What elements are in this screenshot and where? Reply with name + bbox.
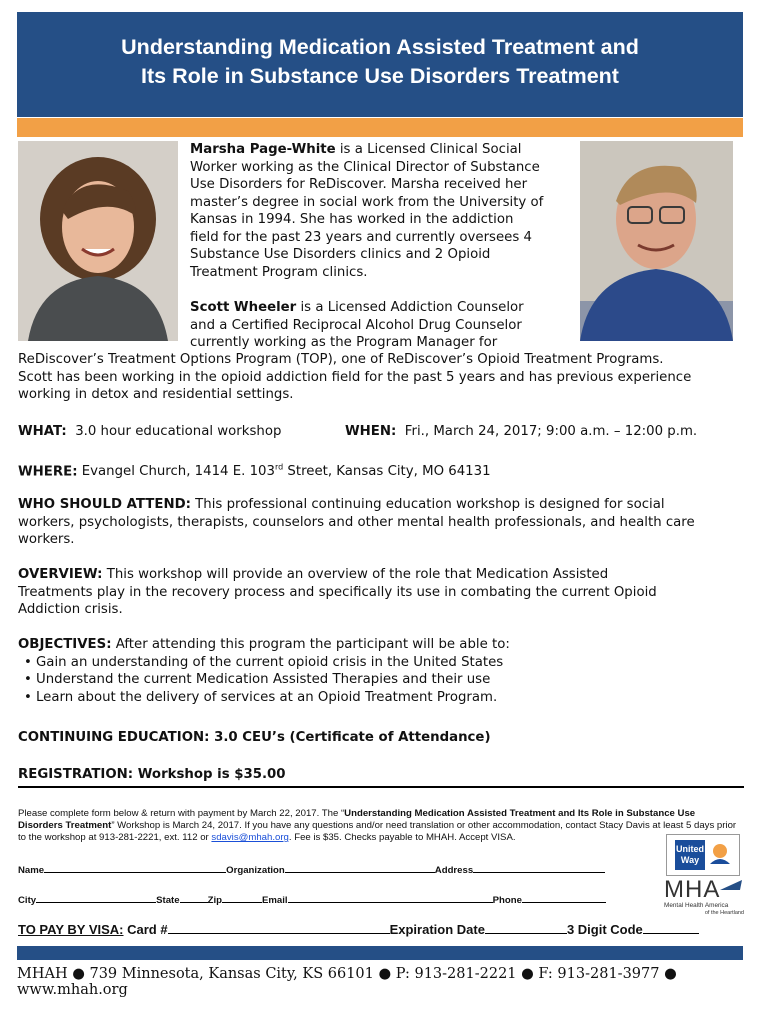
city-label: City bbox=[18, 895, 37, 906]
marsha-photo bbox=[18, 141, 178, 341]
security-code-field[interactable] bbox=[643, 921, 699, 934]
registration-section bbox=[18, 766, 744, 788]
instructions-text: Please complete form below & return with payment by March 22, 2017. The “ bbox=[18, 808, 345, 819]
where-value: Evangel Church, 1414 E. 103rd Street, Kansas City, MO 64131 bbox=[81, 463, 491, 480]
scott-bio-line: working in detox and residential settings. bbox=[18, 387, 294, 402]
organization-field[interactable] bbox=[285, 862, 435, 873]
title-banner bbox=[17, 12, 743, 117]
instructions-workshop-title: Understanding Medication Assisted Treatment and Its Role in Substance Use Disorders Treatment bbox=[18, 808, 696, 831]
ce-section bbox=[18, 729, 491, 747]
orange-divider bbox=[17, 118, 743, 137]
email-field[interactable] bbox=[288, 892, 493, 903]
marsha-bio-line: is a Licensed Clinical Social bbox=[335, 142, 522, 157]
attend-section bbox=[18, 496, 748, 549]
united-way-hand-icon bbox=[708, 842, 732, 868]
visa-row bbox=[18, 921, 699, 937]
overview-label: OVERVIEW: bbox=[18, 567, 103, 582]
overview-text: Addiction crisis. bbox=[18, 602, 123, 617]
name-field[interactable] bbox=[44, 862, 226, 873]
objective-item: • Understand the current Medication Assisted Therapies and their use bbox=[18, 671, 748, 689]
scott-bio-line: ReDiscover’s Treatment Options Program (TOP), one of ReDiscover’s Opioid Treatment Programs. bbox=[18, 352, 664, 367]
instructions-text: . Fee is $35. Checks payable to MHAH. Accept VISA. bbox=[288, 832, 516, 843]
attend-text: This professional continuing education workshop is designed for social bbox=[190, 497, 665, 512]
phone-field[interactable] bbox=[522, 892, 606, 903]
address-label: Address bbox=[434, 865, 474, 876]
united-way-logo bbox=[666, 834, 740, 876]
card-label: Card # bbox=[123, 922, 168, 937]
mha-logo bbox=[664, 878, 746, 920]
attend-text: workers, psychologists, therapists, counselors and other mental health professionals, and health care bbox=[18, 514, 695, 530]
scott-bio-line: is a Licensed Addiction Counselor bbox=[296, 300, 524, 315]
card-number-field[interactable] bbox=[168, 921, 390, 934]
attend-label: WHO SHOULD ATTEND: bbox=[18, 497, 191, 512]
overview-text: Treatments play in the recovery process and specifically its use in combating the current Opioid bbox=[18, 584, 657, 600]
what-value: 3.0 hour educational workshop bbox=[75, 424, 282, 439]
when-value: Fri., March 24, 2017; 9:00 a.m. – 12:00 p.m. bbox=[404, 424, 698, 439]
visa-label: TO PAY BY VISA: bbox=[18, 922, 124, 937]
united-way-text: Way bbox=[680, 855, 700, 865]
marsha-name: Marsha Page-White bbox=[190, 142, 336, 157]
where-label: WHERE: bbox=[18, 464, 78, 480]
organization-label: Organization bbox=[226, 865, 285, 876]
expiration-field[interactable] bbox=[485, 921, 567, 934]
marsha-bio-line: Treatment Program clinics. bbox=[190, 264, 368, 280]
when-label: WHEN: bbox=[345, 424, 397, 439]
marsha-bio-line: Worker working as the Clinical Director of Substance bbox=[190, 159, 540, 175]
what-label: WHAT: bbox=[18, 424, 67, 439]
registration-instructions bbox=[18, 808, 738, 844]
address-field[interactable] bbox=[473, 862, 605, 873]
security-code-label: 3 Digit Code bbox=[566, 922, 643, 937]
objective-item: • Gain an understanding of the current opioid crisis in the United States bbox=[18, 654, 748, 672]
mha-logo-text: MHA bbox=[664, 876, 721, 903]
objectives-list bbox=[18, 654, 748, 707]
phone-label: Phone bbox=[492, 895, 522, 906]
scott-bio-line: currently working as the Program Manager for bbox=[190, 335, 498, 350]
footer-contact: MHAH ● 739 Minnesota, Kansas City, KS 66101 ● P: 913-281-2221 ● F: 913-281-3977 ● www.mhah.org bbox=[17, 966, 677, 998]
name-label: Name bbox=[18, 865, 45, 876]
marsha-bio-line: Kansas in 1994. She has worked in the addiction bbox=[190, 212, 514, 227]
footer-divider bbox=[17, 946, 743, 960]
page-title-line2: Its Role in Substance Use Disorders Treatment bbox=[141, 64, 619, 88]
zip-field[interactable] bbox=[222, 892, 262, 903]
zip-label: Zip bbox=[207, 895, 222, 906]
expiration-label: Expiration Date bbox=[389, 922, 485, 937]
scott-bio-bottom bbox=[18, 351, 748, 404]
mha-logo-subtitle: Mental Health America bbox=[664, 902, 729, 909]
overview-text: This workshop will provide an overview of the role that Medication Assisted bbox=[102, 567, 609, 582]
scott-photo bbox=[580, 141, 733, 341]
scott-bio-top bbox=[190, 299, 575, 352]
overview-section bbox=[18, 566, 748, 619]
registration-label: REGISTRATION: bbox=[18, 767, 134, 782]
city-field[interactable] bbox=[36, 892, 156, 903]
objective-item: • Learn about the delivery of services at an Opioid Treatment Program. bbox=[18, 689, 748, 707]
objectives-label: OBJECTIVES: bbox=[18, 637, 112, 652]
marsha-bio-line: Substance Use Disorders clinics and 2 Opioid bbox=[190, 247, 491, 262]
when-section bbox=[345, 423, 697, 441]
marsha-bio-line: master’s degree in social work from the University of bbox=[190, 194, 544, 210]
scott-bio-line: and a Certified Reciprocal Alcohol Drug Counselor bbox=[190, 317, 522, 333]
email-label: Email bbox=[261, 895, 288, 906]
marsha-bio bbox=[190, 141, 575, 281]
scott-bio-line: Scott has been working in the opioid addiction field for the past 5 years and has previous experience bbox=[18, 369, 692, 385]
attend-text: workers. bbox=[18, 532, 75, 547]
instructions-text: ” Workshop is March 24, 2017. If you have any questions and/or need translation or other accommodation, contact Stacy Davis at least 5 days prior to the workshop at 913-281-2221, ext. 112 or bbox=[18, 820, 737, 843]
objectives-section bbox=[18, 636, 748, 706]
marsha-bio-line: field for the past 23 years and currently oversees 4 bbox=[190, 229, 532, 245]
registration-value: Workshop is $35.00 bbox=[133, 767, 286, 782]
scott-name: Scott Wheeler bbox=[190, 300, 297, 315]
state-label: State bbox=[156, 895, 180, 906]
form-row-1 bbox=[18, 862, 605, 876]
where-section bbox=[18, 459, 491, 481]
state-field[interactable] bbox=[180, 892, 208, 903]
united-way-text: United bbox=[676, 844, 704, 854]
ce-label: CONTINUING EDUCATION: bbox=[18, 730, 210, 745]
mha-logo-subtitle: of the Heartland bbox=[704, 910, 744, 916]
form-row-2 bbox=[18, 892, 606, 906]
ce-value: 3.0 CEU’s (Certificate of Attendance) bbox=[209, 730, 491, 745]
marsha-bio-line: Use Disorders for ReDiscover. Marsha received her bbox=[190, 177, 528, 192]
what-section bbox=[18, 423, 281, 441]
page-title-line1: Understanding Medication Assisted Treatment and bbox=[121, 35, 639, 59]
objectives-intro: After attending this program the participant will be able to: bbox=[111, 637, 510, 652]
mha-bell-icon bbox=[718, 878, 744, 892]
contact-email-link[interactable]: sdavis@mhah.org bbox=[211, 832, 289, 843]
